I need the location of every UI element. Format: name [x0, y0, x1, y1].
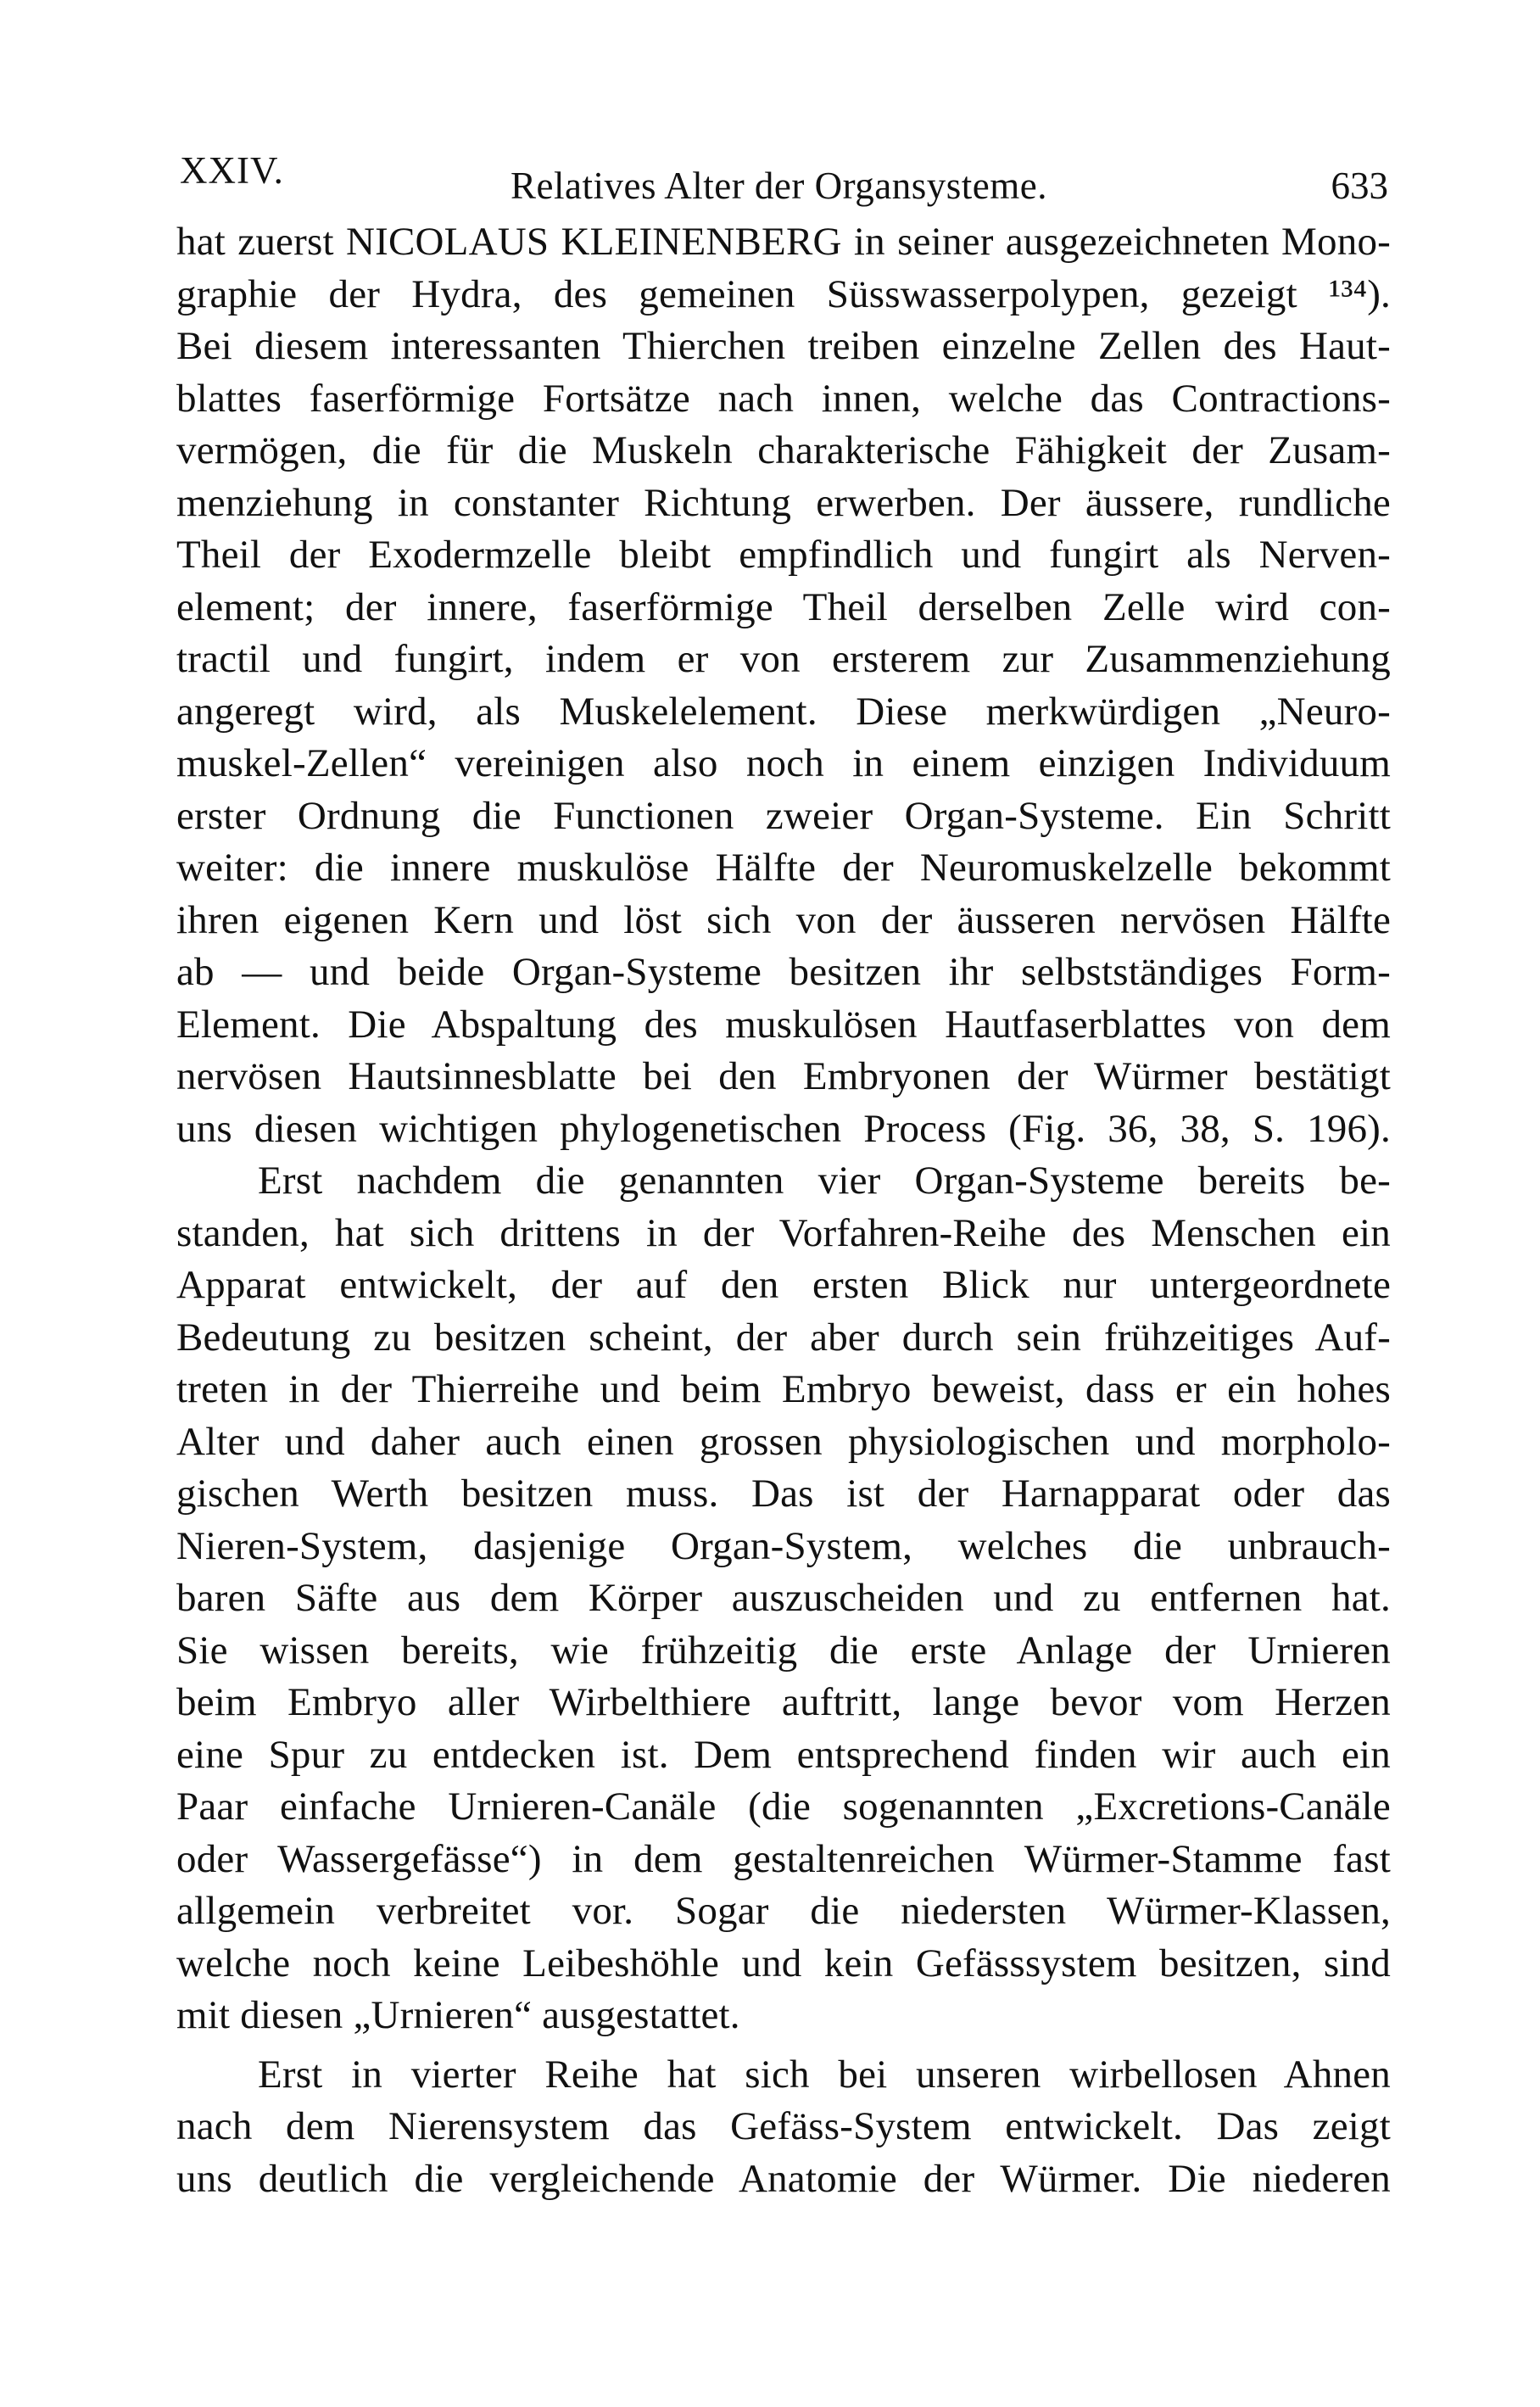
text-line: treten in der Thierreihe und beim Embryo beweist, dass er ein hohes	[176, 1367, 1391, 1411]
text-line: Bedeutung zu besitzen scheint, der aber durch sein frühzeitiges Auf-	[176, 1315, 1391, 1360]
text-line: Apparat entwickelt, der auf den ersten Blick nur untergeordnete	[176, 1263, 1391, 1307]
text-line: baren Säfte aus dem Körper auszuscheiden und zu entfernen hat.	[176, 1576, 1391, 1620]
text-line: Element. Die Abspaltung des muskulösen Hautfaserblattes von dem	[176, 1002, 1391, 1047]
text-line: standen, hat sich drittens in der Vorfahren-Reihe des Menschen ein	[176, 1210, 1391, 1255]
text-line: nach dem Nierensystem das Gefäss-System entwickelt. Das zeigt	[176, 2104, 1391, 2148]
text-line: uns diesen wichtigen phylogenetischen Process (Fig. 36, 38, S. 196).	[176, 1106, 1391, 1151]
text-line: beim Embryo aller Wirbelthiere auftritt, lange bevor vom Herzen	[176, 1680, 1391, 1724]
text-line: element; der innere, faserförmige Theil derselben Zelle wird con-	[176, 584, 1391, 629]
text-line: nervösen Hautsinnesblatte bei den Embryonen der Würmer bestätigt	[176, 1054, 1391, 1098]
text-line: muskel-Zellen“ vereinigen also noch in einem einzigen Individuum	[176, 741, 1391, 785]
text-line: Theil der Exodermzelle bleibt empfindlich und fungirt als Nerven-	[176, 533, 1391, 577]
page-number: 633	[1331, 165, 1388, 207]
chapter-number: XXIV.	[180, 149, 284, 192]
text-line: welche noch keine Leibeshöhle und kein Gefässsystem besitzen, sind	[176, 1941, 1391, 1985]
text-line: Bei diesem interessanten Thierchen treiben einzelne Zellen des Haut-	[176, 324, 1391, 368]
body-text	[176, 216, 1391, 2205]
text-line: oder Wassergefässe“) in dem gestaltenreichen Würmer-Stamme fast	[176, 1836, 1391, 1881]
text-line: gischen Werth besitzen muss. Das ist der Harnapparat oder das	[176, 1472, 1391, 1516]
running-title: Relatives Alter der Organsysteme.	[511, 165, 1048, 207]
text-line: erster Ordnung die Functionen zweier Organ-Systeme. Ein Schritt	[176, 793, 1391, 838]
text-line: angeregt wird, als Muskelelement. Diese merkwürdigen „Neuro-	[176, 689, 1391, 734]
text-line: blattes faserförmige Fortsätze nach innen, welche das Contractions-	[176, 376, 1391, 421]
paragraph	[176, 216, 1391, 1155]
text-line: ihren eigenen Kern und löst sich von der äusseren nervösen Hälfte	[176, 897, 1391, 942]
text-line: weiter: die innere muskulöse Hälfte der Neuromuskelzelle bekommt	[176, 846, 1391, 890]
running-header	[180, 148, 1388, 208]
text-line: vermögen, die für die Muskeln charakterische Fähigkeit der Zusam-	[176, 428, 1391, 472]
text-line: eine Spur zu entdecken ist. Dem entsprechend finden wir auch ein	[176, 1732, 1391, 1777]
text-line: mit diesen „Urnieren“ ausgestattet.	[176, 1993, 740, 2037]
text-line: tractil und fungirt, indem er von ersterem zur Zusammenziehung	[176, 637, 1391, 681]
text-line: Paar einfache Urnieren-Canäle (die sogenannten „Excretions-Canäle	[176, 1784, 1391, 1829]
text-line: Alter und daher auch einen grossen physiologischen und morpholo-	[176, 1419, 1391, 1464]
text-line: graphie der Hydra, des gemeinen Süsswasserpolypen, gezeigt ¹³⁴).	[176, 271, 1391, 316]
text-line: Erst nachdem die genannten vier Organ-Systeme bereits be-	[258, 1159, 1391, 1203]
text-line: Nieren-System, dasjenige Organ-System, welches die unbrauch-	[176, 1523, 1391, 1568]
text-line: hat zuerst NICOLAUS KLEINENBERG in seiner ausgezeichneten Mono-	[176, 220, 1391, 264]
text-line: menziehung in constanter Richtung erwerben. Der äussere, rundliche	[176, 480, 1391, 525]
text-line: uns deutlich die vergleichende Anatomie der Würmer. Die niederen	[176, 2156, 1391, 2201]
text-line: ab — und beide Organ-Systeme besitzen ihr selbstständiges Form-	[176, 950, 1391, 994]
paragraph	[176, 2049, 1391, 2206]
paragraph	[176, 1155, 1391, 2042]
text-line: allgemein verbreitet vor. Sogar die niedersten Würmer-Klassen,	[176, 1889, 1391, 1933]
text-line: Erst in vierter Reihe hat sich bei unseren wirbellosen Ahnen	[258, 2052, 1391, 2097]
text-line: Sie wissen bereits, wie frühzeitig die erste Anlage der Urnieren	[176, 1628, 1391, 1673]
